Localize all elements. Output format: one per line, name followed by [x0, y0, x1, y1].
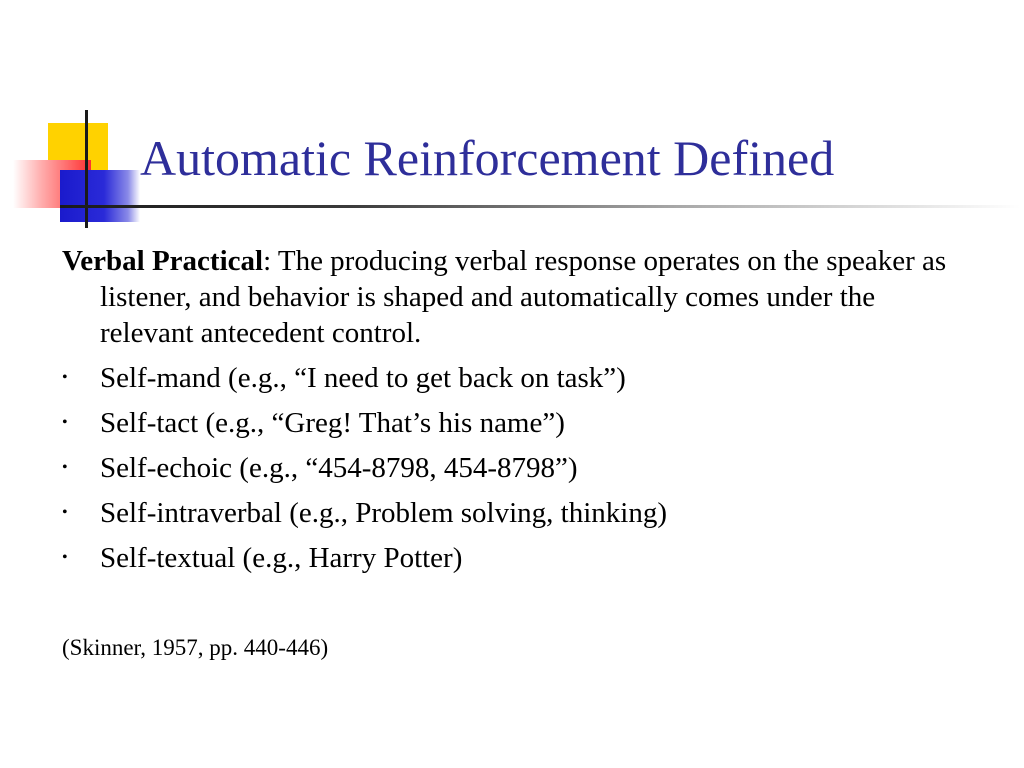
bullet-icon: • — [62, 459, 68, 476]
bullet-item — [62, 540, 962, 576]
definition-text: The producing verbal response operates on the speaker as listener, and behavior is shaped and automatically comes under the relevant antecedent control. — [100, 245, 947, 349]
bullet-item — [62, 450, 962, 486]
bullet-icon: • — [62, 414, 68, 431]
bullet-text: Self-mand (e.g., “I need to get back on task”) — [100, 362, 626, 394]
title-underline-rule — [60, 205, 1020, 208]
slide-body — [62, 243, 962, 585]
bullet-text: Self-tact (e.g., “Greg! That’s his name”) — [100, 407, 565, 439]
definition-separator: : — [263, 245, 272, 277]
definition-term: Verbal Practical — [62, 245, 264, 277]
bullet-item — [62, 495, 962, 531]
bullet-text: Self-textual (e.g., Harry Potter) — [100, 542, 463, 574]
bullet-item — [62, 360, 962, 396]
bullet-icon: • — [62, 504, 68, 521]
citation: (Skinner, 1957, pp. 440-446) — [62, 635, 329, 660]
bullet-text: Self-echoic (e.g., “454-8798, 454-8798”) — [100, 452, 578, 484]
bullet-text: Self-intraverbal (e.g., Problem solving, thinking) — [100, 497, 668, 529]
bullet-list — [62, 360, 962, 576]
slide-title: Automatic Reinforcement Defined — [140, 130, 835, 186]
bullet-icon: • — [62, 549, 68, 566]
bullet-item — [62, 405, 962, 441]
definition-paragraph — [62, 243, 962, 351]
decorative-vertical-line — [85, 110, 88, 228]
decorative-blue-square — [60, 170, 140, 222]
bullet-icon: • — [62, 369, 68, 386]
